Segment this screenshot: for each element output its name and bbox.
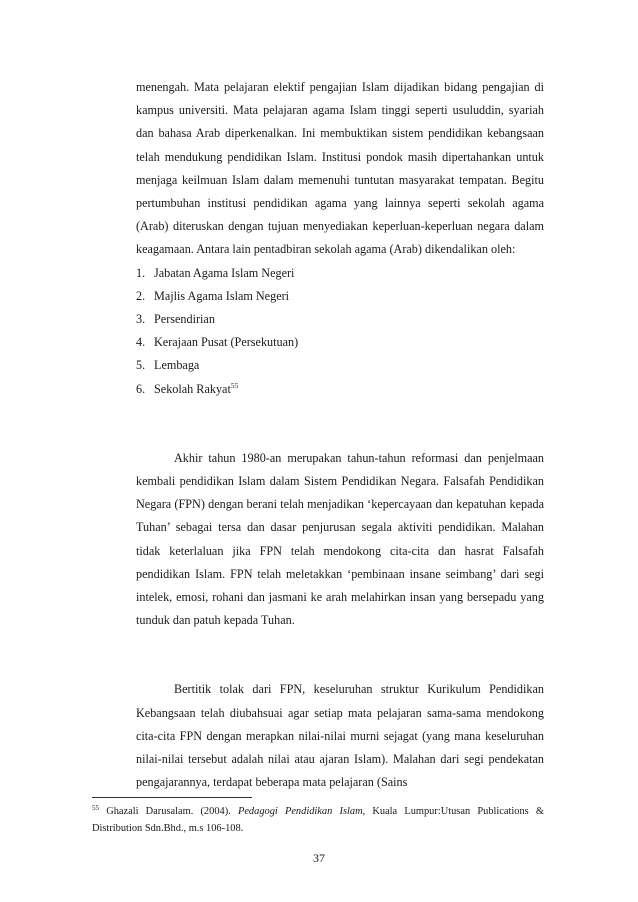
list-item-text: Majlis Agama Islam Negeri	[154, 288, 290, 303]
footnote-book-title: Pedagogi Pendidikan Islam	[237, 806, 363, 817]
list-item-text: Kerajaan Pusat (Persekutuan)	[154, 335, 299, 350]
footnote-author: Ghazali Darusalam. (2004).	[106, 806, 238, 817]
footnote-marker: 55	[92, 804, 99, 812]
body-text	[136, 76, 544, 794]
footnote-publisher: , Kuala Lumpur:Utusan Publications & Distribution Sdn.Bhd., m.s 106-108.	[92, 806, 544, 834]
footnote-reference[interactable]: 55	[230, 380, 239, 390]
list-item-text: Jabatan Agama Islam Negeri	[154, 265, 295, 280]
list-item	[136, 285, 544, 308]
footnote	[92, 803, 544, 837]
paragraph-2: Akhir tahun 1980-an merupakan tahun-tahun reformasi dan penjelmaan kembali pendidikan Islam dalam Sistem Pendidikan Negara. Falsafah Pendidikan Negara (FPN) dengan berani telah menjadikan ‘kepercayaan dan kepatuhan kepada Tuhan’ sebagai tersa dan dasar penjurusan segala aktiviti pendidikan. Malahan tidak keterlaluan jika FPN telah mendokong cita-cita dan hasrat Falsafah pendidikan Islam. FPN telah meletakkan ‘pembinaan insane seimbang’ dari segi intelek, emosi, rohani dan jasmani ke arah melahirkan insan yang bersepadu yang tunduk dan patuh kepada Tuhan.	[136, 450, 544, 628]
list-item-number: 1.	[136, 265, 146, 280]
paragraph-1: menengah. Mata pelajaran elektif pengajian Islam dijadikan bidang pengajian di kampus universiti. Mata pelajaran agama Islam tinggi seperti usuluddin, syariah dan bahasa Arab diperkenalkan. Ini membuktikan sistem pendidikan kebangsaan telah mendukung pendidikan Islam. Institusi pondok masih dipertahankan untuk menjaga keilmuan Islam dalam memenuhi tuntutan masyarakat tempatan. Begitu pertumbuhan institusi pendidikan agama yang lainnya seperti sekolah agama (Arab) diteruskan dengan tujuan menyediakan keperluan-keperluan negara dalam keagamaan. Antara lain pentadbiran sekolah agama (Arab) dikendalikan oleh:	[136, 80, 544, 257]
paragraph-3: Bertitik tolak dari FPN, keseluruhan struktur Kurikulum Pendidikan Kebangsaan telah diubahsuai agar setiap mata pelajaran sama-sama mendokong cita-cita FPN dengan merapkan nilai-nilai murni sejagat (yang mana keseluruhan nilai-nilai tersebut adalah nilai atau ajaran Islam). Malahan dari segi pendekatan pengajarannya, terdapat beberapa mata pelajaran (Sains	[136, 682, 544, 790]
list-item-number: 6.	[136, 381, 146, 396]
list-item-label: Sekolah Rakyat	[154, 381, 231, 396]
list-item-number: 3.	[136, 312, 146, 326]
paragraph-spacing	[136, 401, 544, 447]
list-item	[136, 354, 544, 377]
list-item	[136, 331, 544, 354]
list-item-number: 4.	[136, 335, 146, 350]
list-item-number: 5.	[136, 358, 146, 373]
list-item-text: Lembaga	[154, 358, 200, 373]
paragraph-spacing	[136, 632, 544, 678]
list-item	[136, 308, 544, 331]
list-item-text: Persendirian	[154, 312, 215, 326]
footnote-separator	[92, 797, 252, 798]
list-item-text	[154, 378, 238, 401]
list-item	[136, 262, 544, 285]
page-number: 37	[313, 851, 325, 865]
list-item-number: 2.	[136, 288, 146, 303]
administration-list	[136, 262, 544, 401]
list-item	[136, 378, 544, 401]
